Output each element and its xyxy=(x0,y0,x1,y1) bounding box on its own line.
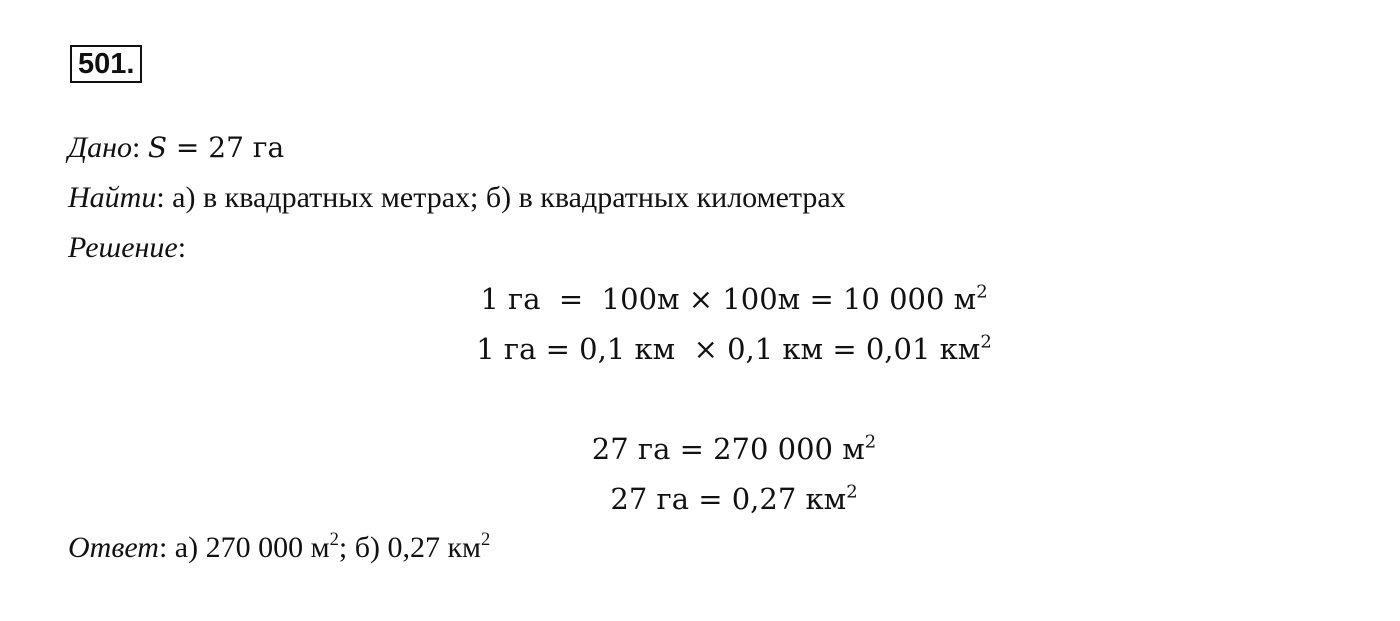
hectare-to-sq-km xyxy=(0,329,1400,369)
equation-text: 27 га = 0,27 км xyxy=(610,482,847,516)
solution-colon: : xyxy=(177,231,187,264)
find-text: : а) в квадратных метрах; б) в квадратных километрах xyxy=(156,181,846,214)
answer-line xyxy=(68,530,490,566)
equation-text: 27 га = 270 000 м xyxy=(591,432,865,466)
equation-exponent: 2 xyxy=(864,431,877,453)
given-line: Дано: S = 27 га xyxy=(68,131,285,164)
equation-text: 1 га = 0,1 км × 0,1 км = 0,01 км xyxy=(476,332,981,366)
equation-exponent: 2 xyxy=(980,331,992,353)
given-label: Дано xyxy=(68,131,132,164)
result-sq-km xyxy=(0,479,1400,519)
given-value: = 27 га xyxy=(167,131,285,164)
equation-text: 1 га = 100м × 100м = 10 000 м xyxy=(480,282,977,316)
given-variable: S xyxy=(147,131,168,164)
solution-line xyxy=(68,230,186,266)
given-equation xyxy=(148,131,284,164)
find-label: Найти xyxy=(68,181,157,214)
answer-part-b: ; б) 0,27 км xyxy=(338,531,482,564)
result-sq-meters xyxy=(0,429,1400,469)
find-line xyxy=(68,180,846,216)
solution-label: Решение xyxy=(68,231,178,264)
equation-exponent: 2 xyxy=(846,481,858,503)
answer-exponent-b: 2 xyxy=(481,528,491,550)
answer-label: Ответ xyxy=(68,531,159,564)
problem-number: 501. xyxy=(70,45,142,83)
equation-exponent: 2 xyxy=(976,281,988,303)
answer-part-a: : а) 270 000 м xyxy=(158,531,330,564)
answer-exponent-a: 2 xyxy=(329,528,339,550)
hectare-to-sq-meters xyxy=(0,279,1400,319)
